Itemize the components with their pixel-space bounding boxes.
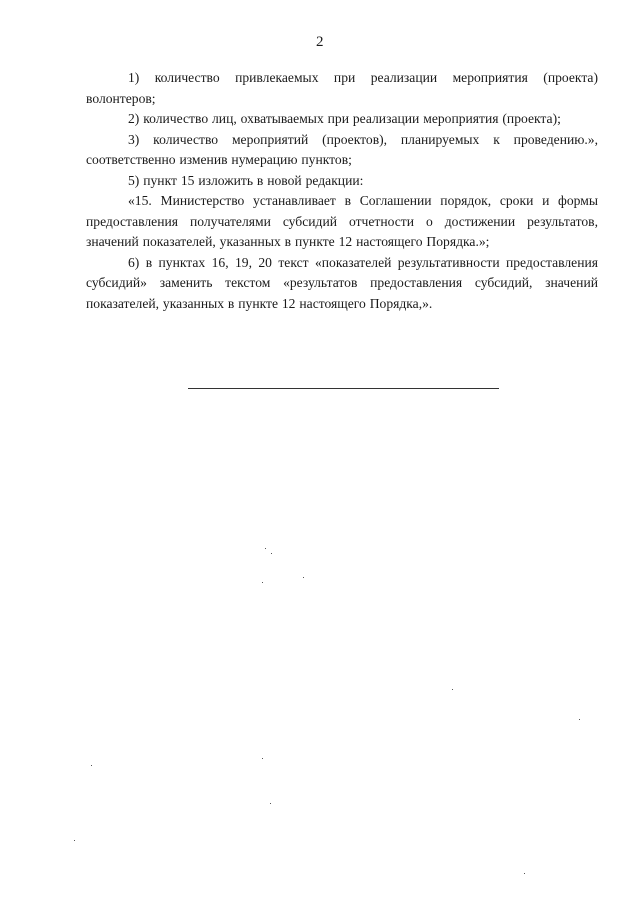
scan-speck [91,765,92,766]
scan-speck [262,582,263,583]
page-number: 2 [316,34,324,50]
scan-speck [262,758,263,759]
scan-speck [524,873,525,874]
scan-speck [74,840,75,841]
paragraph-item-15: «15. Министерство устанавливает в Соглашении порядок, сроки и формы предоставления получателями субсидий отчетности о достижении результатов, значений показателей, указанных в пункте 12 настоящего Порядка.»; [86,193,598,249]
scan-speck [265,548,266,549]
scan-speck [270,803,271,804]
paragraph-item-3: 3) количество мероприятий (проектов), планируемых к проведению.», соответственно изменив нумерацию пунктов; [86,131,598,167]
paragraph-item-6: 6) в пунктах 16, 19, 20 текст «показателей результативности предоставления субсидий» заменить текстом «результатов предоставления субсидий, значений показателей, указанных в пункте 12 настоящего Порядка,». [86,254,598,311]
scan-speck [452,689,453,690]
scan-speck [271,553,272,554]
scan-speck [579,719,580,720]
closing-divider-line [188,388,499,389]
paragraph-item-2: 2) количество лиц, охватываемых при реализации мероприятия (проекта); [128,111,561,126]
paragraph-item-1: 1) количество привлекаемых при реализации мероприятия (проекта) волонтеров; [86,70,598,106]
scan-speck [303,577,304,578]
document-body [86,68,598,314]
paragraph-item-5: 5) пункт 15 изложить в новой редакции: [128,172,364,188]
